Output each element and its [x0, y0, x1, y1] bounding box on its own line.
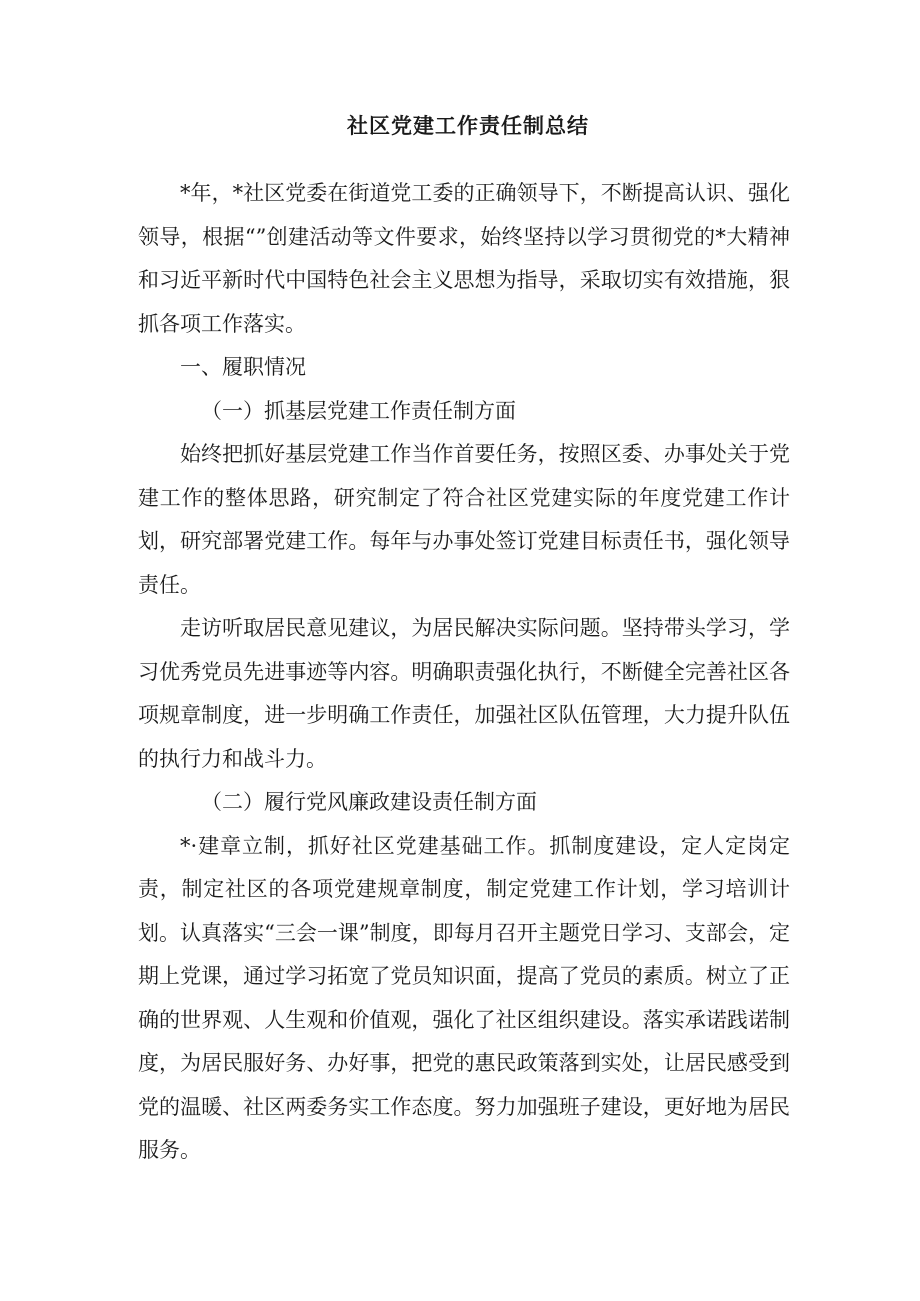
party-building-paragraph-2: 走访听取居民意见建议，为居民解决实际问题。坚持带头学习，学习优秀党员先进事迹等内容。明确职责强化执行，不断健全完善社区各项规章制度，进一步明确工作责任，加强社区队伍管理，大力提升队伍的执行力和战斗力。: [138, 616, 790, 771]
subsection-heading-party-building: （一）抓基层党建工作责任制方面: [201, 398, 516, 423]
document-title: 社区党建工作责任制总结: [347, 113, 589, 138]
subsection-heading-integrity: （二）履行党风廉政建设责任制方面: [201, 790, 537, 814]
section-heading-duties: 一、履职情况: [180, 355, 306, 379]
party-building-paragraph-1: 始终把抓好基层党建工作当作首要任务，按照区委、办事处关于党建工作的整体思路，研究制定了符合社区党建实际的年度党建工作计划，研究部署党建工作。每年与办事处签订党建目标责任书，强化领导责任。: [138, 442, 790, 597]
intro-paragraph: *年，*社区党委在街道党工委的正确领导下，不断提高认识、强化领导，根据“”创建活动等文件要求，始终坚持以学习贯彻党的*大精神和习近平新时代中国特色社会主义思想为指导，采取切实有效措施，狠抓各项工作落实。: [138, 181, 790, 336]
integrity-paragraph-1: *·建章立制，抓好社区党建基础工作。抓制度建设，定人定岗定责，制定社区的各项党建规章制度，制定党建工作计划，学习培训计划。认真落实“三会一课”制度，即每月召开主题党日学习、支部会，定期上党课，通过学习拓宽了党员知识面，提高了党员的素质。树立了正确的世界观、人生观和价值观，强化了社区组织建设。落实承诺践诺制度，为居民服好务、办好事，把党的惠民政策落到实处，让居民感受到党的温暖、社区两委务实工作态度。努力加强班子建设，更好地为居民服务。: [138, 833, 790, 1162]
